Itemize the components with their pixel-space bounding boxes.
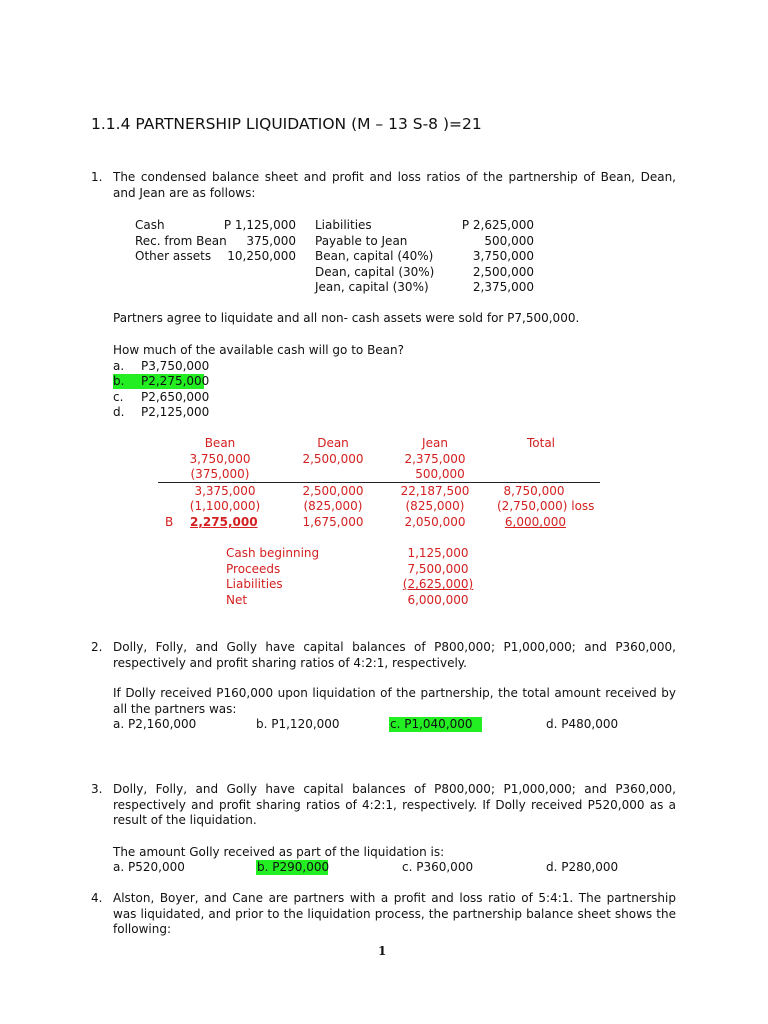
cash-label: Cash beginning <box>226 546 320 560</box>
option-value: P2,125,000 <box>141 405 210 419</box>
solution-cell: (1,100,000) <box>189 499 261 513</box>
option: c. P1,040,000 <box>390 717 473 731</box>
bs-label: Payable to Jean <box>315 234 408 248</box>
question-number: 4. <box>91 891 103 905</box>
solution-cell: 3,750,000 <box>189 452 251 466</box>
question-prompt: If Dolly received P160,000 upon liquidation of the partnership, the total amount received by all the partners was: <box>113 686 676 716</box>
option-letter: a. <box>113 359 125 373</box>
option: b. P1,120,000 <box>256 717 340 731</box>
bs-label: Liabilities <box>315 218 372 232</box>
cash-label: Proceeds <box>226 562 281 576</box>
question-number: 3. <box>91 782 103 796</box>
solution-cell: 500,000 <box>415 467 465 481</box>
solution-cell: 22,187,500 <box>400 484 470 498</box>
solution-cell: (825,000) <box>303 499 363 513</box>
bs-label: Rec. from Bean <box>135 234 227 248</box>
solution-cell: 1,675,000 <box>302 515 364 529</box>
option-letter: b. <box>113 374 125 388</box>
question-text: Alston, Boyer, and Cane are partners with a profit and loss ratio of 5:4:1. The partnership was liquidated, and prior to the liquidation process, the partnership balance sheet shows the following: <box>113 891 676 936</box>
page-number: 1 <box>378 944 387 958</box>
option: a. P520,000 <box>113 860 185 874</box>
cash-value: 6,000,000 <box>407 593 469 607</box>
bs-label: Jean, capital (30%) <box>315 280 429 294</box>
cash-value: (2,625,000) <box>402 577 474 591</box>
solution-cell: 8,750,000 <box>503 484 565 498</box>
bs-value: 375,000 <box>246 234 296 248</box>
bs-value: 10,250,000 <box>227 249 296 263</box>
bs-label: Bean, capital (40%) <box>315 249 434 263</box>
solution-cell: 2,500,000 <box>302 484 364 498</box>
bs-value: 500,000 <box>484 234 534 248</box>
option-letter: c. <box>113 390 124 404</box>
solution-cell: 6,000,000 <box>504 515 566 529</box>
question-prompt: The amount Golly received as part of the liquidation is: <box>113 845 445 859</box>
solution-cell: 2,375,000 <box>404 452 466 466</box>
question-text: Dolly, Folly, and Golly have capital balances of P800,000; P1,000,000; and P360,000, respectively and profit sharing ratios of 4:2:1, respectively. <box>113 640 676 670</box>
solution-cell: 2,050,000 <box>404 515 466 529</box>
solution-header: Total <box>526 436 556 450</box>
solution-cell: (825,000) <box>405 499 465 513</box>
bs-value: P 2,625,000 <box>461 218 534 232</box>
option-letter: d. <box>113 405 125 419</box>
cash-label: Liabilities <box>226 577 283 591</box>
cash-value: 1,125,000 <box>407 546 469 560</box>
solution-cell: 2,500,000 <box>302 452 364 466</box>
solution-header: Bean <box>204 436 236 450</box>
option: d. P480,000 <box>546 717 619 731</box>
solution-cell: (2,750,000) loss <box>497 499 595 513</box>
question-statement: Partners agree to liquidate and all non- cash assets were sold for P7,500,000. <box>113 311 580 325</box>
option-value: P3,750,000 <box>141 359 210 373</box>
question-number: 2. <box>91 640 103 654</box>
question-text: The condensed balance sheet and profit and loss ratios of the partnership of Bean, Dean, and Jean are as follows: <box>113 170 676 200</box>
question-number: 1. <box>91 170 103 184</box>
solution-cell: (375,000) <box>190 467 250 481</box>
bs-value: 2,500,000 <box>472 265 534 279</box>
solution-header: Dean <box>317 436 349 450</box>
solution-header: Jean <box>422 436 448 450</box>
bs-value: P 1,125,000 <box>223 218 296 232</box>
question-text: Dolly, Folly, and Golly have capital balances of P800,000; P1,000,000; and P360,000, respectively and profit sharing ratios of 4:2:1, respectively. If Dolly received P520,000 as a result of the liquidation. <box>113 782 676 827</box>
bs-label: Dean, capital (30%) <box>315 265 435 279</box>
question-prompt: How much of the available cash will go to Bean? <box>113 343 405 357</box>
option: b. P290,000 <box>257 860 330 874</box>
bs-label: Other assets <box>135 249 212 263</box>
page-title: 1.1.4 PARTNERSHIP LIQUIDATION (M – 13 S-8 )=21 <box>91 115 482 133</box>
option-value: P2,650,000 <box>141 390 210 404</box>
option: a. P2,160,000 <box>113 717 197 731</box>
option: d. P280,000 <box>546 860 619 874</box>
answer-marker: B <box>165 515 174 529</box>
answer-value: 2,275,000 <box>190 515 258 529</box>
bs-label: Cash <box>135 218 165 232</box>
solution-cell: 3,375,000 <box>194 484 256 498</box>
bs-value: 2,375,000 <box>472 280 534 294</box>
cash-value: 7,500,000 <box>407 562 469 576</box>
bs-value: 3,750,000 <box>472 249 534 263</box>
cash-label: Net <box>226 593 248 607</box>
option-value: P2,275,000 <box>141 374 210 388</box>
solution-divider <box>158 482 600 483</box>
option: c. P360,000 <box>402 860 474 874</box>
